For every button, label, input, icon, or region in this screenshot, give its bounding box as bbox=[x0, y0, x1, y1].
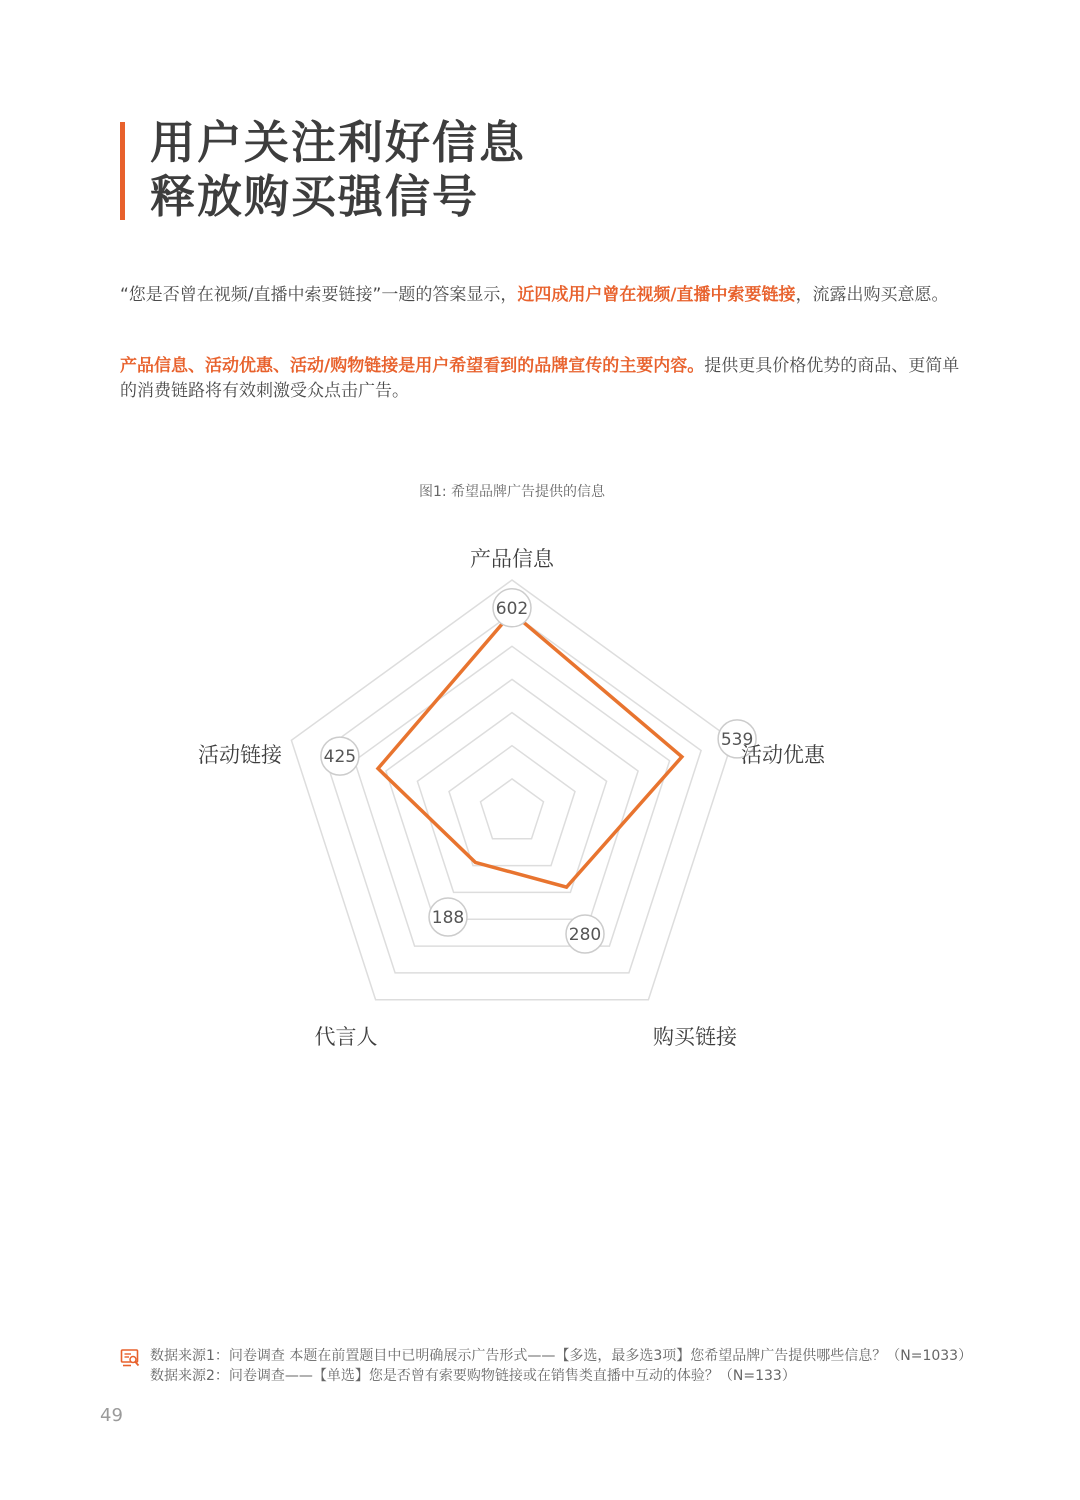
value-label: 602 bbox=[495, 598, 529, 619]
title-accent-bar bbox=[120, 122, 125, 220]
radar-grid-ring bbox=[291, 580, 732, 1000]
axis-label: 代言人 bbox=[314, 1025, 378, 1049]
value-label: 188 bbox=[431, 908, 465, 928]
radar-grid-ring bbox=[481, 779, 544, 839]
axis-label: 活动优惠 bbox=[741, 743, 825, 767]
paragraph-2 bbox=[120, 354, 970, 404]
page-number: 49 bbox=[100, 1405, 123, 1426]
paragraph-1-text-a: “您是否曾在视频/直播中索要链接”一题的答案显示， bbox=[120, 285, 518, 305]
page-title bbox=[150, 116, 526, 224]
paragraph-2-text-b: 提供更具价格优势的商品、更简单的消费链路将有效刺激受众点击广告。 bbox=[120, 356, 960, 401]
radar-grid-ring bbox=[354, 646, 669, 946]
radar-series-polygon bbox=[378, 613, 682, 888]
paragraph-1 bbox=[120, 283, 970, 308]
radar-grid-ring bbox=[449, 746, 575, 866]
value-label: 539 bbox=[720, 729, 754, 750]
paragraph-1-text-b: ，流露出购买意愿。 bbox=[795, 285, 949, 305]
title-line-2: 释放购买强信号 bbox=[150, 170, 480, 223]
axis-label: 活动链接 bbox=[198, 743, 282, 767]
axis-label: 产品信息 bbox=[470, 547, 554, 571]
data-source-line-1: 数据来源1：问卷调查 本题在前置题目中已明确展示广告形式——【多选，最多选3项】您希望品牌广告提供哪些信息？（N=1033） bbox=[150, 1348, 973, 1364]
data-source-icon bbox=[120, 1348, 140, 1368]
value-label: 280 bbox=[568, 925, 602, 945]
paragraph-2-highlight: 产品信息、活动优惠、活动/购物链接是用户希望看到的品牌宣传的主要内容。 bbox=[120, 356, 705, 376]
paragraph-1-highlight: 近四成用户曾在视频/直播中索要链接 bbox=[517, 285, 796, 305]
radar-chart bbox=[0, 540, 1024, 1080]
title-line-1: 用户关注利好信息 bbox=[150, 116, 527, 169]
figure-caption: 图1: 希望品牌广告提供的信息 bbox=[418, 484, 606, 500]
data-source-line-2: 数据来源2：问卷调查——【单选】您是否曾有索要购物链接或在销售类直播中互动的体验？（N=133） bbox=[150, 1368, 796, 1384]
axis-label: 购买链接 bbox=[653, 1025, 737, 1049]
value-label: 425 bbox=[323, 747, 357, 768]
